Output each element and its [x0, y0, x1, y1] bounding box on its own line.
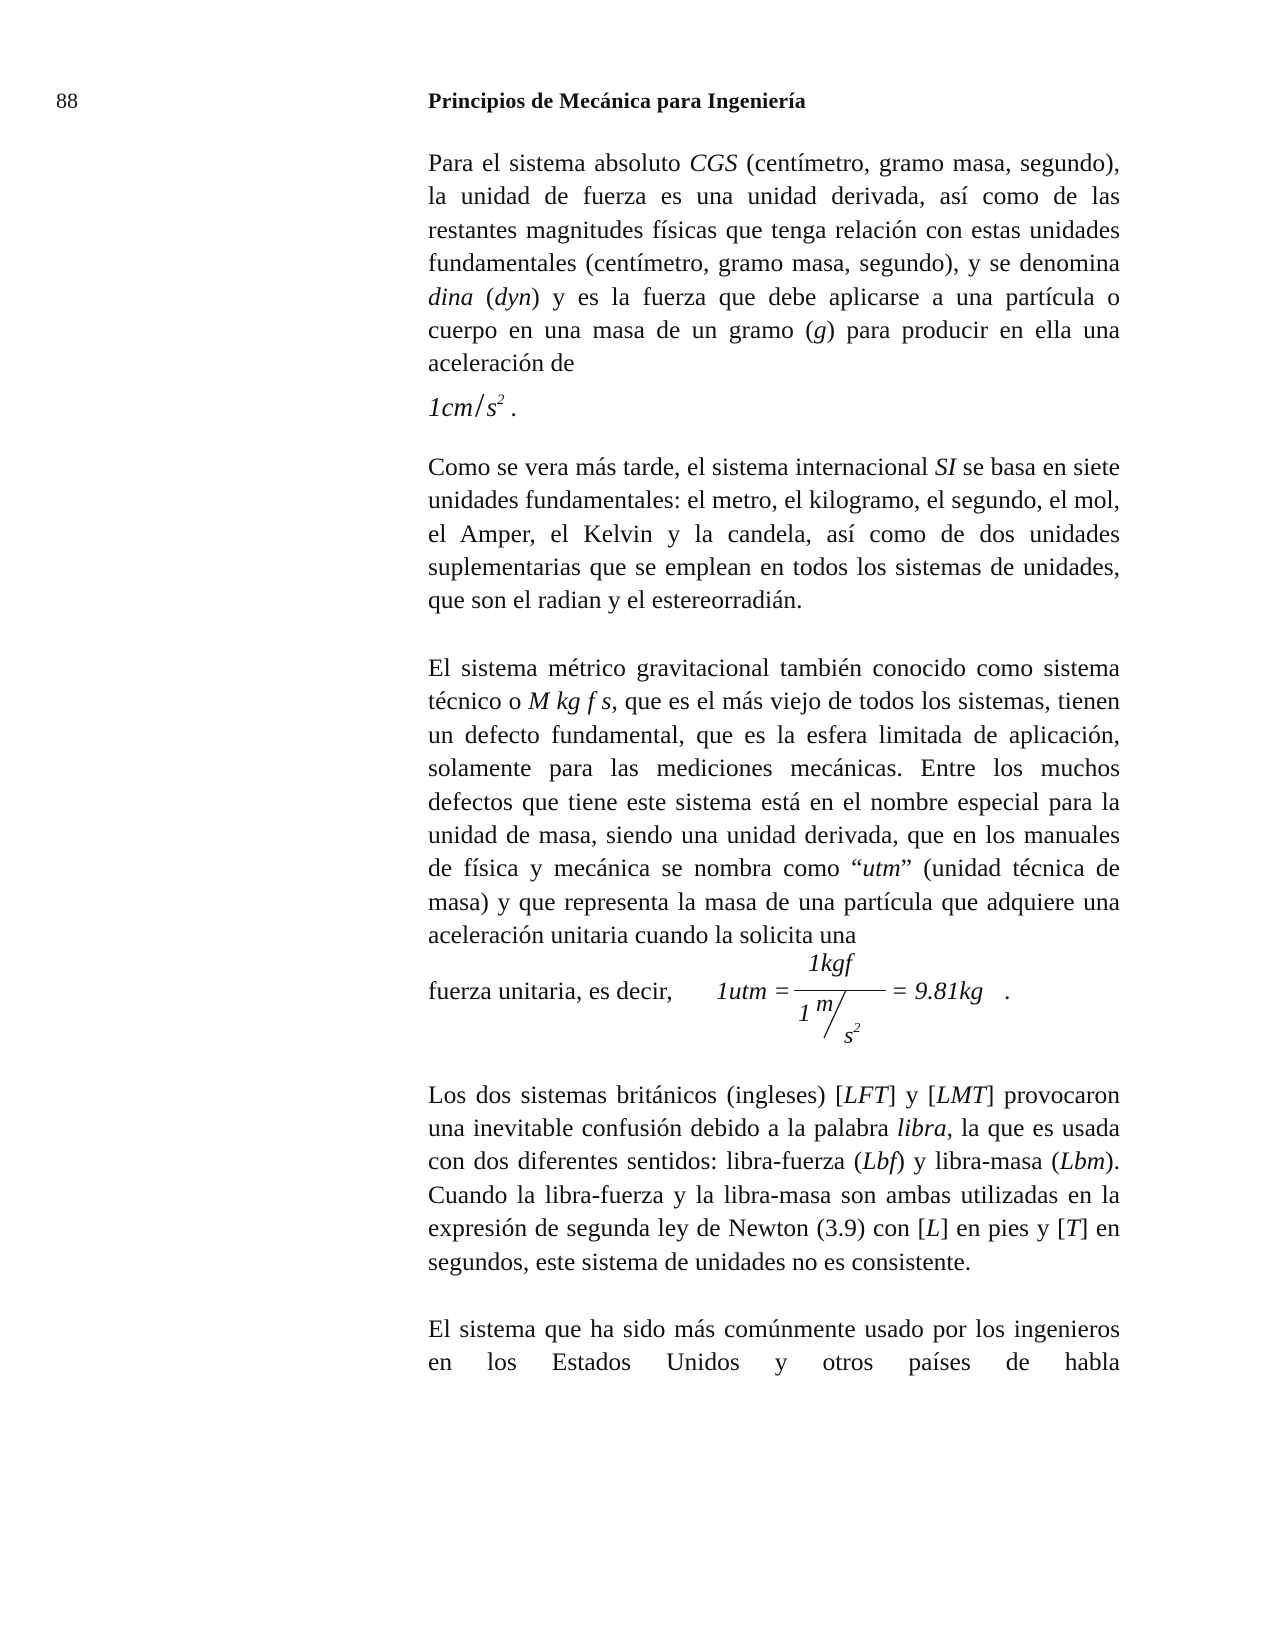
text-run: ] en pies y [ [940, 1213, 1066, 1243]
denominator-s-letter: s [844, 1022, 854, 1049]
paragraph-usa [428, 1312, 1120, 1379]
formula-lead-text: fuerza unitaria, es decir, [428, 975, 673, 1005]
italic-term: LFT [843, 1079, 888, 1109]
text-run: ] y [ [887, 1079, 937, 1109]
text-run: Para el sistema absoluto [428, 148, 690, 177]
text-run: Los dos sistemas británicos (ingleses) [ [428, 1079, 844, 1109]
page-number: 88 [56, 88, 78, 113]
formula-period: . [1004, 975, 1011, 1005]
fraction-denominator-one: 1 [798, 997, 811, 1027]
paragraph-british [428, 1078, 1120, 1278]
italic-term: SI [934, 451, 957, 481]
formula-lhs: 1utm = [716, 975, 791, 1005]
running-title: Principios de Mecánica para Ingeniería [428, 88, 806, 113]
paragraph-si [428, 450, 1120, 617]
text-run: ) para producir en ella una aceleración de [428, 315, 1120, 378]
unit-denominator: s [486, 391, 497, 422]
text-run: ” (unidad técnica de masa) y que representa la masa de una partícula que adquiere una aceleración unitaria cuando la solicita una [428, 853, 1121, 950]
fraction-numerator: 1kgf [808, 947, 852, 977]
text-run: ) y es la fuerza que debe aplicarse a una partícula o cuerpo en una masa de un gramo ( [428, 281, 1120, 345]
italic-term: M kg f s [528, 686, 612, 716]
italic-term: LMT [936, 1079, 986, 1109]
italic-term: CGS [689, 148, 738, 177]
paragraph-mkfs [428, 651, 1120, 1048]
body-column [428, 146, 1120, 1412]
text-run: ) y libra-masa ( [896, 1146, 1060, 1176]
text-run: , la que es usada con dos diferentes sentidos: libra-fuerza ( [428, 1112, 1120, 1176]
unit-numerator: 1cm [428, 391, 473, 422]
italic-term: utm [862, 853, 901, 883]
unit-slash: / [474, 386, 485, 424]
denominator-exponent: 2 [853, 1020, 861, 1036]
unit-period: . [510, 394, 517, 422]
italic-term: L [925, 1213, 941, 1243]
paragraph-cgs [428, 146, 1120, 424]
text-run: , que es el más viejo de todos los sistemas, tienen un defecto fundamental, que es la esfera limitada de aplicación, solamente para las mediciones mecánicas. Entre los muchos defectos que tiene este sistema está en el nombre especial para la unidad de masa, siendo una unidad derivada, que en los manuales de física y mecánica se nombra como “ [428, 686, 1121, 883]
text-run: se basa en siete unidades fundamentales: el metro, el kilogramo, el segundo, el mol, el Amper, el Kelvin y la candela, así como de dos unidades suplementarias que se emplean en todos los sistemas de unidades, que son el radian y el estereorradián. [428, 451, 1120, 615]
text-run: ( [473, 281, 495, 311]
formula-rhs: = 9.81kg [891, 975, 984, 1005]
utm-formula [428, 947, 1120, 1049]
text-run: ] provocaron una inevitable confusión debido a la palabra [428, 1079, 1120, 1142]
fraction-denominator-s [844, 1012, 860, 1053]
formula-fraction [790, 947, 888, 1049]
text-run: El sistema que ha sido más comúnmente usado por los ingenieros en los Estados Unidos y otros países de habla [428, 1313, 1120, 1377]
fraction-denominator-m: m [816, 990, 834, 1017]
italic-term: dina [428, 281, 474, 311]
italic-term: Lbm [1059, 1146, 1106, 1176]
acceleration-unit [428, 380, 1120, 424]
text-run: ). Cuando la libra-fuerza y la libra-masa son ambas utilizadas en la expresión de segunda ley de Newton (3.9) con [ [428, 1146, 1121, 1243]
italic-term: dyn [494, 281, 532, 311]
text-run: El sistema métrico gravitacional también conocido como sistema técnico o [428, 652, 1120, 716]
unit-exponent: 2 [496, 391, 505, 408]
text-run: Como se vera más tarde, el sistema internacional [428, 451, 935, 481]
italic-term: libra [896, 1112, 947, 1142]
italic-term: T [1065, 1213, 1080, 1243]
italic-term: g [813, 315, 827, 345]
text-run: (centímetro, gramo masa, segundo), la unidad de fuerza es una unidad derivada, así como de las restantes magnitudes físicas que tenga relación con estas unidades fundamentales (centímetro, gramo masa, segundo), y se denomina [428, 148, 1120, 278]
italic-term: Lbf [862, 1146, 897, 1176]
text-run: ] en segundos, este sistema de unidades no es consistente. [428, 1213, 1120, 1276]
